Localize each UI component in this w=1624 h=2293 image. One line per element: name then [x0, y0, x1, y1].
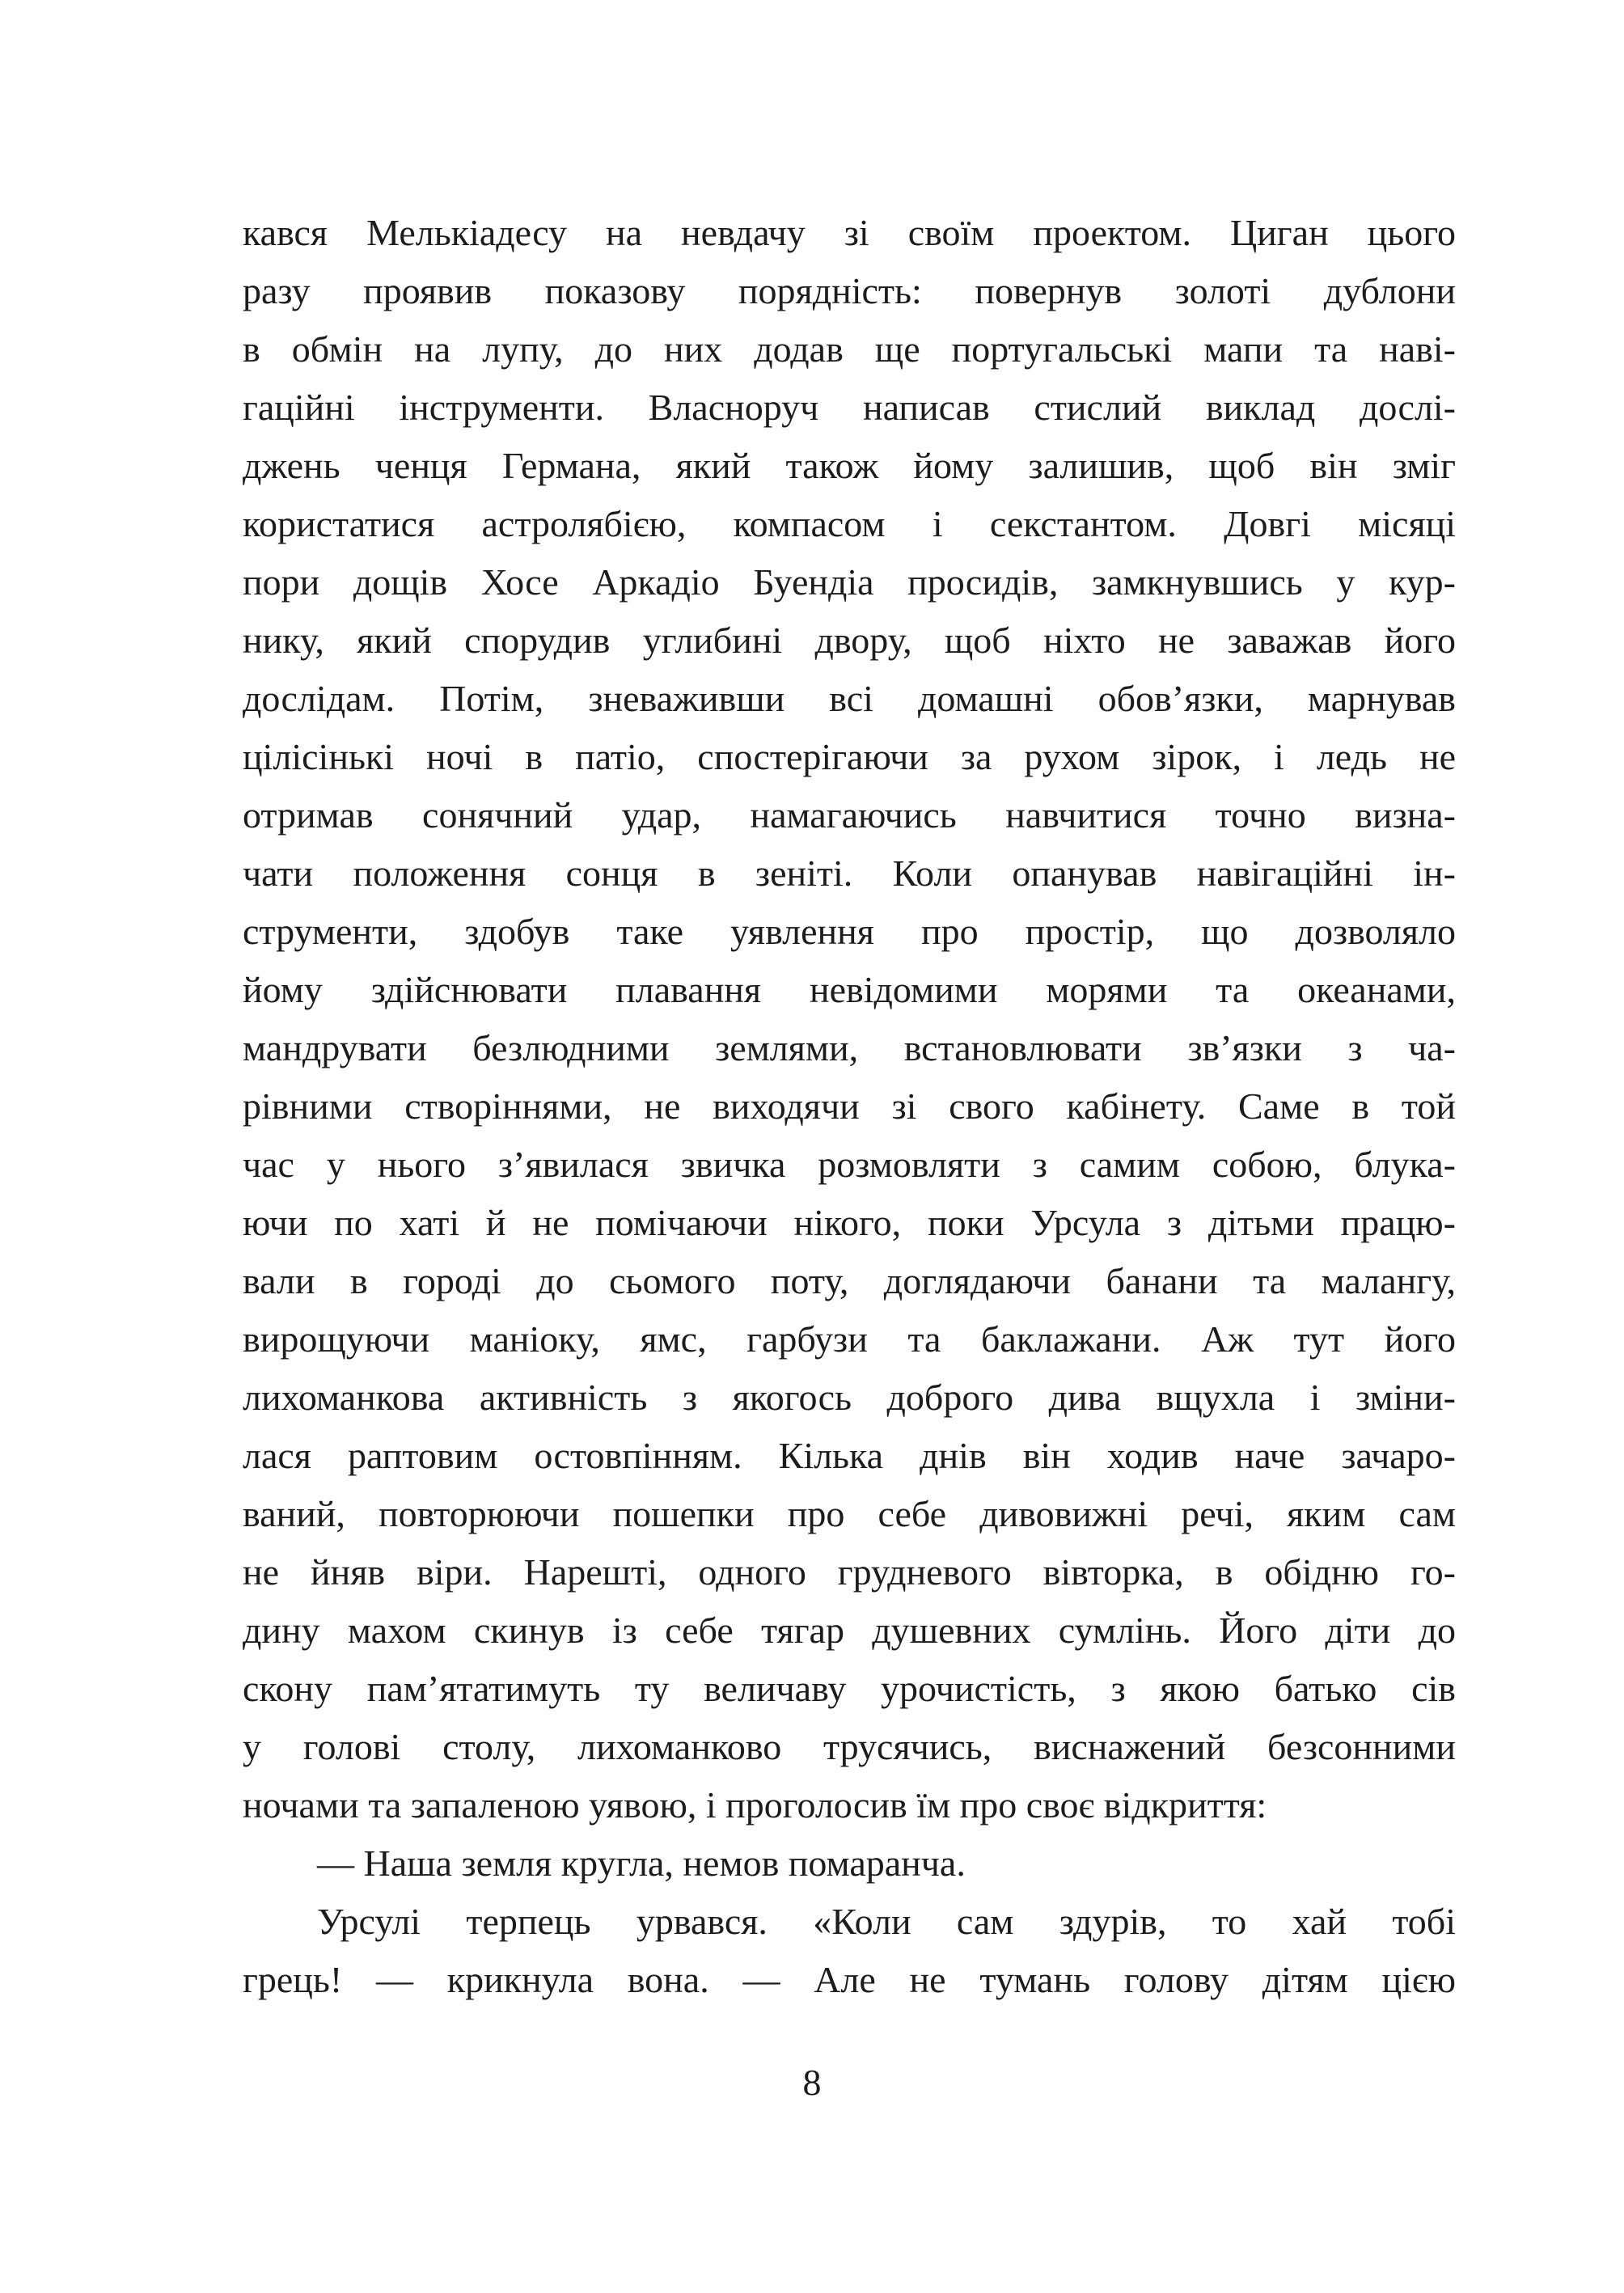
text-line: грець! — крикнула вона. — Але не тумань голову дітям цією [243, 1959, 1456, 2000]
text-line: лася раптовим остовпінням. Кілька днів він ходив наче зачаро- [243, 1435, 1456, 1476]
text-line: ночами та запаленою уявою, і проголосив їм про своє відкриття: [243, 1784, 1267, 1826]
text-line: цілісінькі ночі в патіо, спостерігаючи за рухом зірок, і ледь не [243, 736, 1456, 777]
text-line: мандрувати безлюдними землями, встановлювати зв’язки з ча- [243, 1027, 1456, 1068]
text-line: у голові столу, лихоманково трусячись, виснажений безсонними [243, 1726, 1456, 1767]
text-line: вали в городі до сьомого поту, доглядаючи банани та малангу, [243, 1260, 1456, 1301]
text-line: пори дощів Хосе Аркадіо Буендіа просидів, замкнувшись у кур- [243, 561, 1456, 603]
text-line: ючи по хаті й не помічаючи нікого, поки Урсула з дітьми працю- [243, 1202, 1456, 1243]
page-number: 8 [802, 2062, 822, 2103]
text-line: гаційні інструменти. Власноруч написав стислий виклад дослі- [243, 387, 1456, 428]
text-line: кався Мелькіадесу на невдачу зі своїм проектом. Циган цього [243, 212, 1456, 253]
text-line: Урсулі терпець урвався. «Коли сам здурів, то хай тобі [317, 1901, 1456, 1942]
text-line: ваний, повторюючи пошепки про себе дивовижні речі, яким сам [243, 1493, 1456, 1534]
text-line: не йняв віри. Нарешті, одного грудневого вівторка, в обідню го- [243, 1551, 1456, 1593]
text-line: лихоманкова активність з якогось доброго дива вщухла і зміни- [243, 1377, 1456, 1418]
text-line: дослідам. Потім, зневаживши всі домашні обов’язки, марнував [243, 678, 1456, 719]
page-text-block [243, 204, 1456, 2009]
text-line: вирощуючи маніоку, ямс, гарбузи та баклажани. Аж тут його [243, 1318, 1456, 1360]
text-line: користатися астролябією, компасом і секстантом. Довгі місяці [243, 503, 1456, 544]
text-line: струменти, здобув таке уявлення про простір, що дозволяло [243, 911, 1456, 952]
text-line: — Наша земля кругла, немов помаранча. [317, 1842, 966, 1884]
text-line: джень ченця Германа, який також йому залишив, щоб він зміг [243, 445, 1456, 486]
text-line: дину махом скинув із себе тягар душевних сумлінь. Його діти до [243, 1610, 1456, 1651]
text-line: йому здійснювати плавання невідомими морями та океанами, [243, 969, 1456, 1010]
text-line: в обмін на лупу, до них додав ще португальські мапи та наві- [243, 328, 1456, 370]
text-line: нику, який спорудив углибині двору, щоб ніхто не заважав його [243, 620, 1456, 661]
text-line: скону пам’ятатимуть ту величаву урочистість, з якою батько сів [243, 1668, 1456, 1709]
text-line: чати положення сонця в зеніті. Коли опанував навігаційні ін- [243, 852, 1456, 894]
text-line: разу проявив показову порядність: повернув золоті дублони [243, 270, 1456, 311]
text-line: рівними створіннями, не виходячи зі свого кабінету. Саме в той [243, 1085, 1456, 1127]
text-line: отримав сонячний удар, намагаючись навчитися точно визна- [243, 794, 1456, 836]
text-line: час у нього з’явилася звичка розмовляти з самим собою, блука- [243, 1144, 1456, 1185]
